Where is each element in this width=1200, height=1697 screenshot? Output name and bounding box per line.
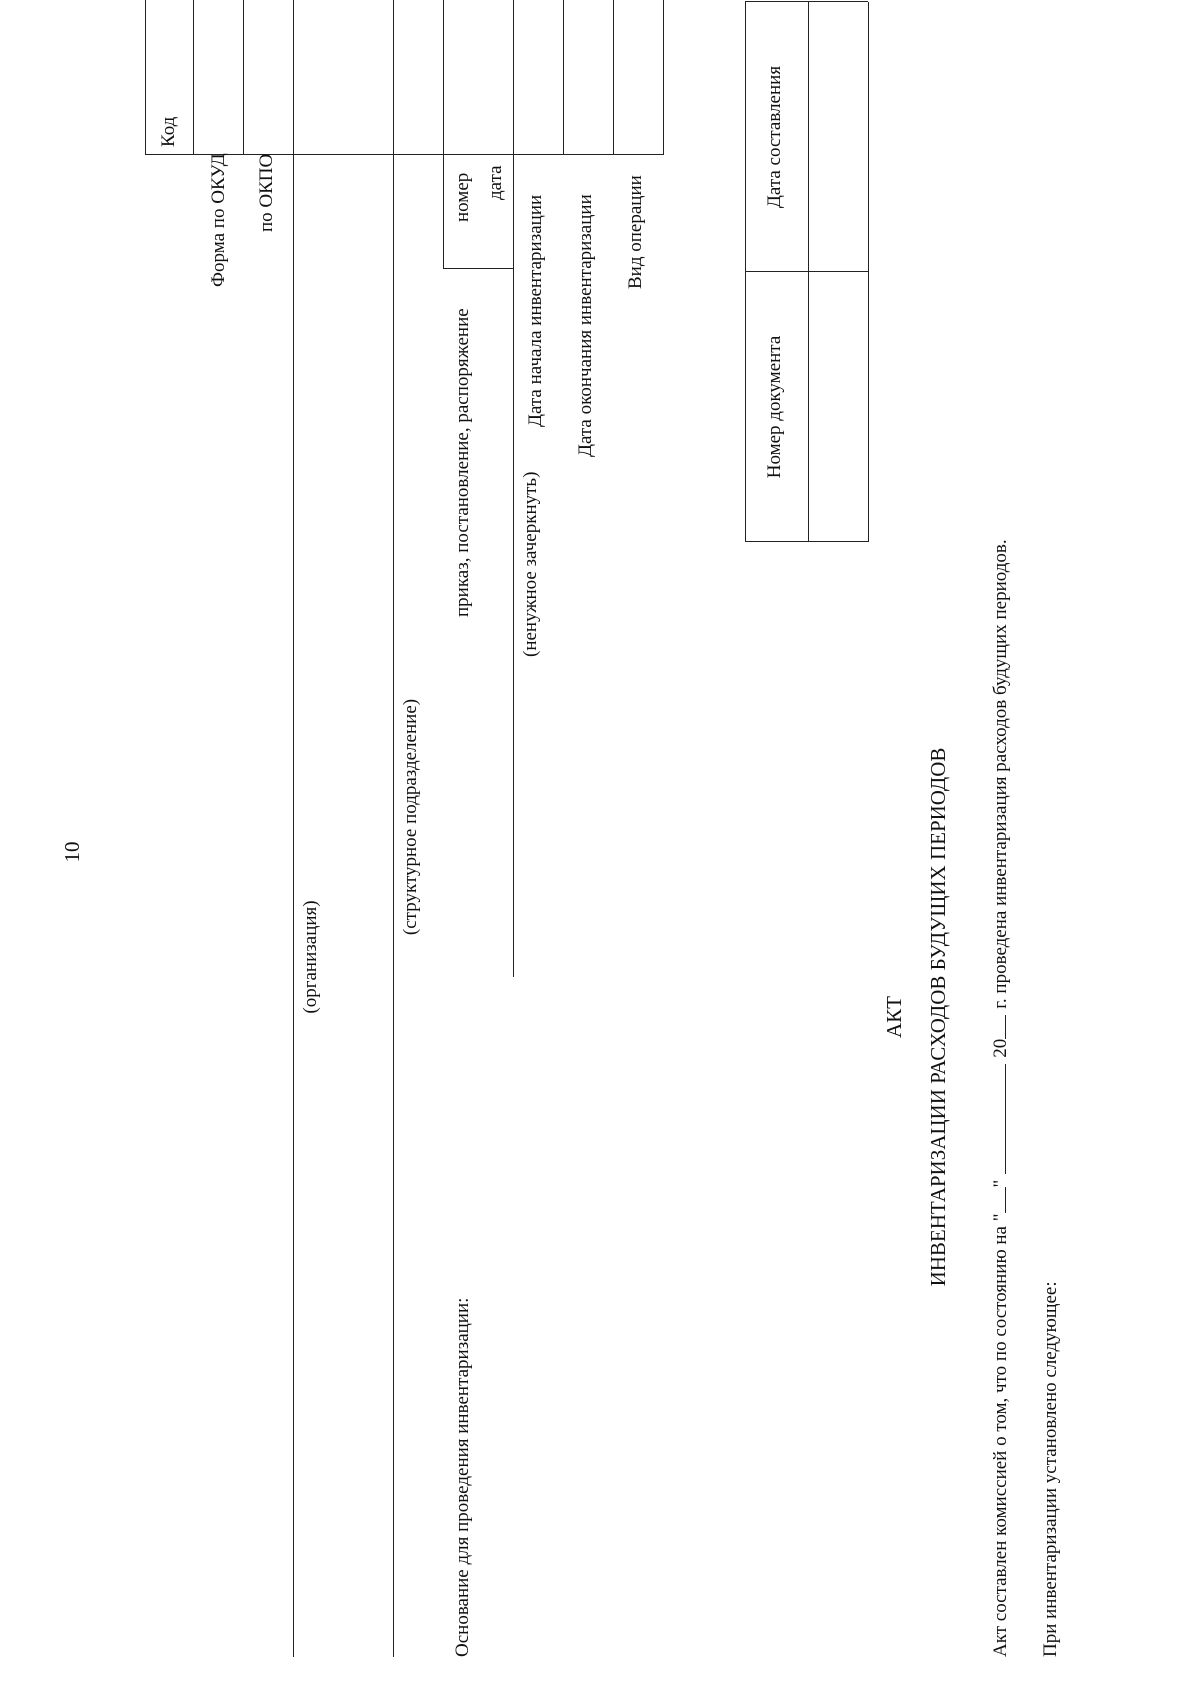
act-subtitle: ИНВЕНТАРИЗАЦИИ РАСХОДОВ БУДУЩИХ ПЕРИОДОВ [926, 747, 950, 1287]
day-field[interactable] [1005, 1188, 1006, 1214]
department-line[interactable] [393, 155, 394, 1657]
act-title: АКТ [882, 996, 906, 1038]
basis-line[interactable] [513, 269, 514, 977]
act-year: 20 [990, 1038, 1011, 1058]
act-suffix: г. проведена инвентаризация расходов будущих периодов. [990, 539, 1011, 1009]
doc-number-header: Номер документа [764, 335, 785, 479]
order-number-label: номер [452, 172, 473, 222]
order-date-label: дата [485, 165, 506, 200]
act-quote: " [990, 1179, 1011, 1188]
findings-text: При инвентаризации установлено следующее: [1040, 1281, 1061, 1657]
organization-caption: (организация) [300, 900, 321, 1014]
year-field[interactable] [1005, 1015, 1006, 1039]
page-number: 10 [60, 841, 84, 863]
basis-doc-types: приказ, постановление, распоряжение [452, 308, 473, 617]
okpo-label: по ОКПО [256, 153, 277, 232]
inventory-end-label: Дата окончания инвентаризации [575, 194, 596, 457]
act-statement [990, 539, 1012, 1657]
month-field[interactable] [1005, 1064, 1006, 1174]
doc-date-header: Дата составления [764, 65, 785, 209]
basis-label: Основание для проведения инвентаризации: [452, 1297, 473, 1657]
inventory-start-label: Дата начала инвентаризации [525, 194, 546, 427]
department-caption: (структурное подразделение) [400, 698, 421, 936]
act-prefix: Акт составлен комиссией о том, что по состоянию на " [990, 1213, 1011, 1657]
codes-header: Код [158, 116, 179, 147]
okud-label: Форма по ОКУД [208, 153, 229, 287]
operation-type-label: Вид операции [625, 175, 646, 289]
strike-note: (ненужное зачеркнуть) [520, 471, 541, 657]
organization-line[interactable] [293, 155, 294, 1657]
